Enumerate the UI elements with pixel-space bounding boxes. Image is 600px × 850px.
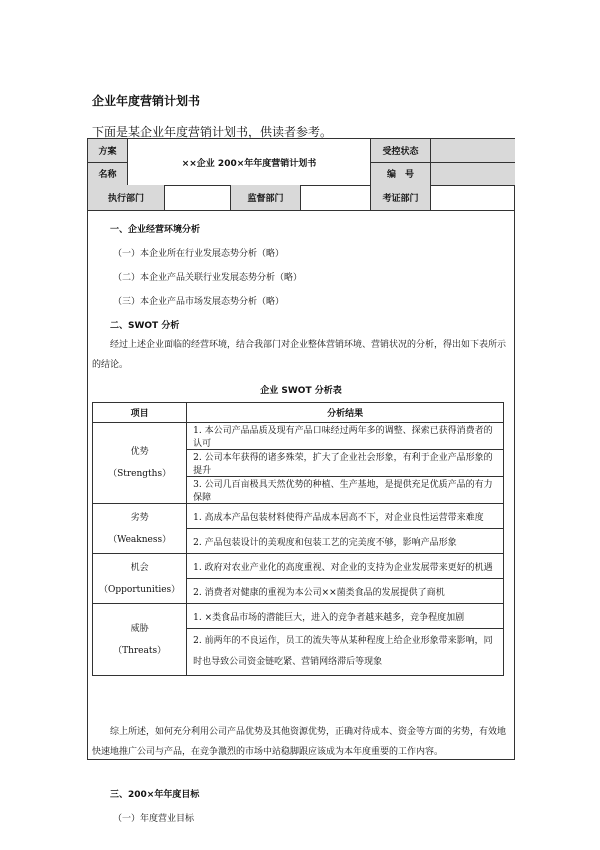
- weakness-item-1: 1. 高成本产品包装材料使得产品成本居高不下，对企业良性运营带来难度: [187, 504, 504, 529]
- strengths-en: （Strengths）: [108, 469, 172, 479]
- intro-text: 下面是某企业年度营销计划书，供读者参考。: [92, 125, 333, 139]
- col-result-header: 分析结果: [187, 403, 504, 423]
- plan-frame: [87, 138, 515, 824]
- threat-item-1: 1. ×类食品市场的潜能巨大，进入的竞争者越来越多，竞争程度加剧: [187, 604, 504, 629]
- section-3-item-1: （一）年度营业目标: [113, 814, 195, 824]
- section-1-item-1: （一）本企业所在行业发展态势分析（略）: [113, 249, 285, 259]
- weakness-item-2: 2. 产品包装设计的美观度和包装工艺的完美度不够，影响产品形象: [187, 529, 504, 554]
- col-item-header: 项目: [93, 403, 187, 423]
- threat-item-2: 2. 前两年的不良运作，员工的流失等从某种程度上给企业形象带来影响，同时也导致公司资金链吃紧、营销网络滞后等现象: [187, 629, 504, 676]
- exec-dept-label: 执行部门: [88, 185, 165, 210]
- number-label: 编 号: [371, 162, 431, 185]
- strength-item-2: 2. 公司本年获得的诸多殊荣，扩大了企业社会形象，有利于企业产品形象的提升: [187, 450, 504, 477]
- supervise-dept-value[interactable]: [301, 185, 371, 210]
- number-value[interactable]: [431, 162, 515, 185]
- opportunities-en: （Opportunities）: [99, 584, 181, 595]
- swot-table: [92, 402, 504, 676]
- plan-label: 方案: [88, 139, 128, 162]
- threats-label: 威胁: [130, 623, 149, 634]
- section-1-item-3: （三）本企业产品市场发展态势分析（略）: [113, 297, 285, 307]
- verify-dept-label: 考证部门: [371, 185, 431, 210]
- summary-paragraph: 综上所述，如何充分利用公司产品优势及其他资源优势，正确对待成本、资金等方面的劣势，有效地快速地推广公司与产品，在竞争激烈的市场中站稳脚跟应该成为本年度重要的工作内容。: [92, 727, 507, 757]
- status-value[interactable]: [431, 139, 515, 162]
- exec-dept-value[interactable]: [165, 185, 231, 210]
- plan-name: ××企业 200×年年度营销计划书: [128, 139, 371, 185]
- section-1-item-2: （二）本企业产品关联行业发展态势分析（略）: [113, 273, 303, 283]
- opportunity-item-1: 1. 政府对农业产业化的高度重视、对企业的支持为企业发展带来更好的机遇: [187, 554, 504, 579]
- strengths-label: 优势: [130, 447, 149, 457]
- supervise-dept-label: 监督部门: [231, 185, 301, 210]
- section-3-title: 三、200×年年度目标: [110, 790, 200, 800]
- opportunity-item-2: 2. 消费者对健康的重视为本公司××菌类食品的发展提供了商机: [187, 579, 504, 604]
- opportunities-label: 机会: [130, 562, 149, 573]
- threats-en: （Threats）: [113, 645, 167, 656]
- name-label: 名称: [88, 162, 128, 185]
- strength-item-3: 3. 公司几百亩极具天然优势的种植、生产基地，是提供充足优质产品的有力保障: [187, 477, 504, 504]
- weakness-cell: [93, 504, 187, 554]
- threats-cell: [93, 604, 187, 676]
- swot-table-title: 企业 SWOT 分析表: [260, 386, 342, 396]
- weakness-en: （Weakness）: [108, 534, 172, 545]
- opportunities-cell: [93, 554, 187, 604]
- strength-item-1: 1. 本公司产品品质及现有产品口味经过两年多的调整、探索已获得消费者的认可: [187, 423, 504, 450]
- section-2-title: 二、SWOT 分析: [110, 321, 180, 331]
- strengths-cell: [93, 423, 187, 504]
- section-2-paragraph: 经过上述企业面临的经营环境，结合我部门对企业整体营销环境、营销状况的分析，得出如下表所示的结论。: [92, 340, 507, 370]
- document-title: 企业年度营销计划书: [92, 94, 201, 108]
- section-1-title: 一、企业经营环境分析: [110, 225, 201, 235]
- verify-dept-value[interactable]: [431, 185, 515, 210]
- status-label: 受控状态: [371, 139, 431, 162]
- weakness-label: 劣势: [130, 512, 149, 523]
